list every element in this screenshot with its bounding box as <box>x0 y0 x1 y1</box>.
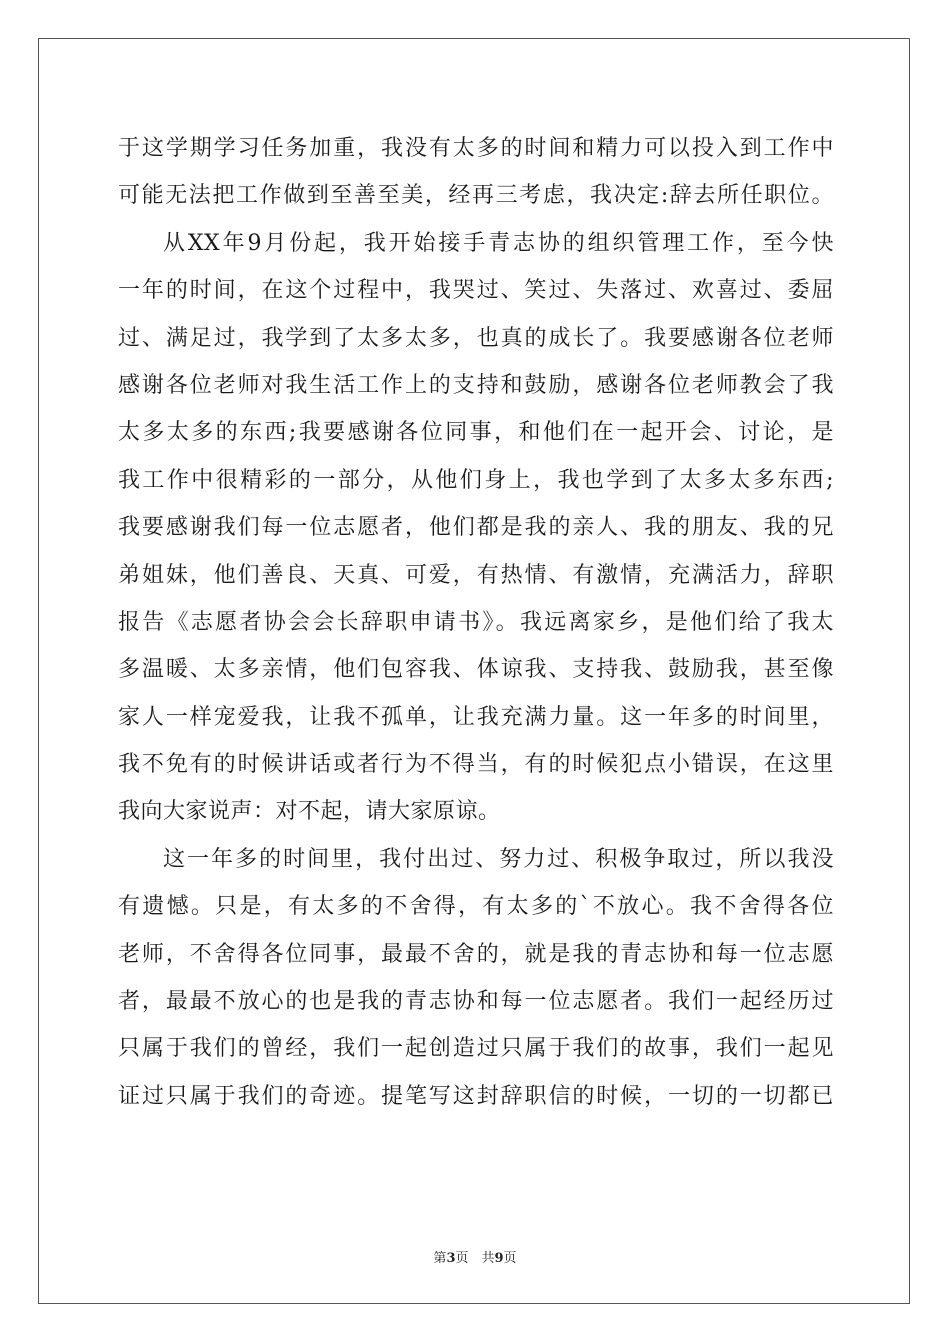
page-footer <box>0 1247 950 1266</box>
text-line: 弟姐妹，他们善良、天真、可爱，有热情、有激情，充满活力，辞职 <box>118 562 834 588</box>
document-body <box>118 125 834 1120</box>
text-line: 家人一样宠爱我，让我不孤单，让我充满力量。这一年多的时间里， <box>118 704 834 730</box>
page-total: 9 <box>494 1251 504 1266</box>
paragraph-end-line: 我向大家说声：对不起，请大家原谅。 <box>118 799 501 825</box>
paragraph-start-line: 这一年多的时间里，我付出过、努力过、积极争取过，所以我没 <box>163 846 834 872</box>
text-line: 报告《志愿者协会会长辞职申请书》。我远离家乡，是他们给了我太 <box>118 609 834 635</box>
text-line: 老师，不舍得各位同事，最最不舍的，就是我的青志协和每一位志愿 <box>118 941 834 967</box>
text-line: 只属于我们的曾经，我们一起创造过只属于我们的故事，我们一起见 <box>118 1036 834 1062</box>
text-line: 可能无法把工作做到至善至美，经再三考虑，我决定:辞去所任职位。 <box>118 183 834 209</box>
page-suffix: 页 <box>503 1251 517 1266</box>
text-line: 我不免有的时候讲话或者行为不得当，有的时候犯点小错误，在这里 <box>118 752 834 778</box>
page-separator: 页 共 <box>455 1251 495 1266</box>
text-line: 多温暖、太多亲情，他们包容我、体谅我、支持我、鼓励我，甚至像 <box>118 657 834 683</box>
text-line: 我要感谢我们每一位志愿者，他们都是我的亲人、我的朋友、我的兄 <box>118 515 834 541</box>
text-line: 者，最最不放心的也是我的青志协和每一位志愿者。我们一起经历过 <box>118 989 834 1015</box>
text-line: 一年的时间，在这个过程中，我哭过、笑过、失落过、欢喜过、委屈 <box>118 278 834 304</box>
paragraph-start-line: 从XX年9月份起，我开始接手青志协的组织管理工作，至今快 <box>163 230 834 256</box>
text-line: 太多太多的东西;我要感谢各位同事，和他们在一起开会、讨论，是 <box>118 420 834 446</box>
text-line: 有遗憾。只是，有太多的不舍得，有太多的`不放心。我不舍得各位 <box>118 894 834 920</box>
page-number: 3 <box>446 1251 456 1266</box>
text-line: 证过只属于我们的奇迹。提笔写这封辞职信的时候，一切的一切都已 <box>118 1083 834 1109</box>
text-line: 于这学期学习任务加重，我没有太多的时间和精力可以投入到工作中 <box>118 136 834 161</box>
text-line: 过、满足过，我学到了太多太多，也真的成长了。我要感谢各位老师 <box>118 325 834 351</box>
text-line: 我工作中很精彩的一部分，从他们身上，我也学到了太多太多东西; <box>118 467 834 493</box>
text-line: 感谢各位老师对我生活工作上的支持和鼓励，感谢各位老师教会了我 <box>118 372 834 398</box>
page-prefix: 第 <box>433 1251 447 1266</box>
